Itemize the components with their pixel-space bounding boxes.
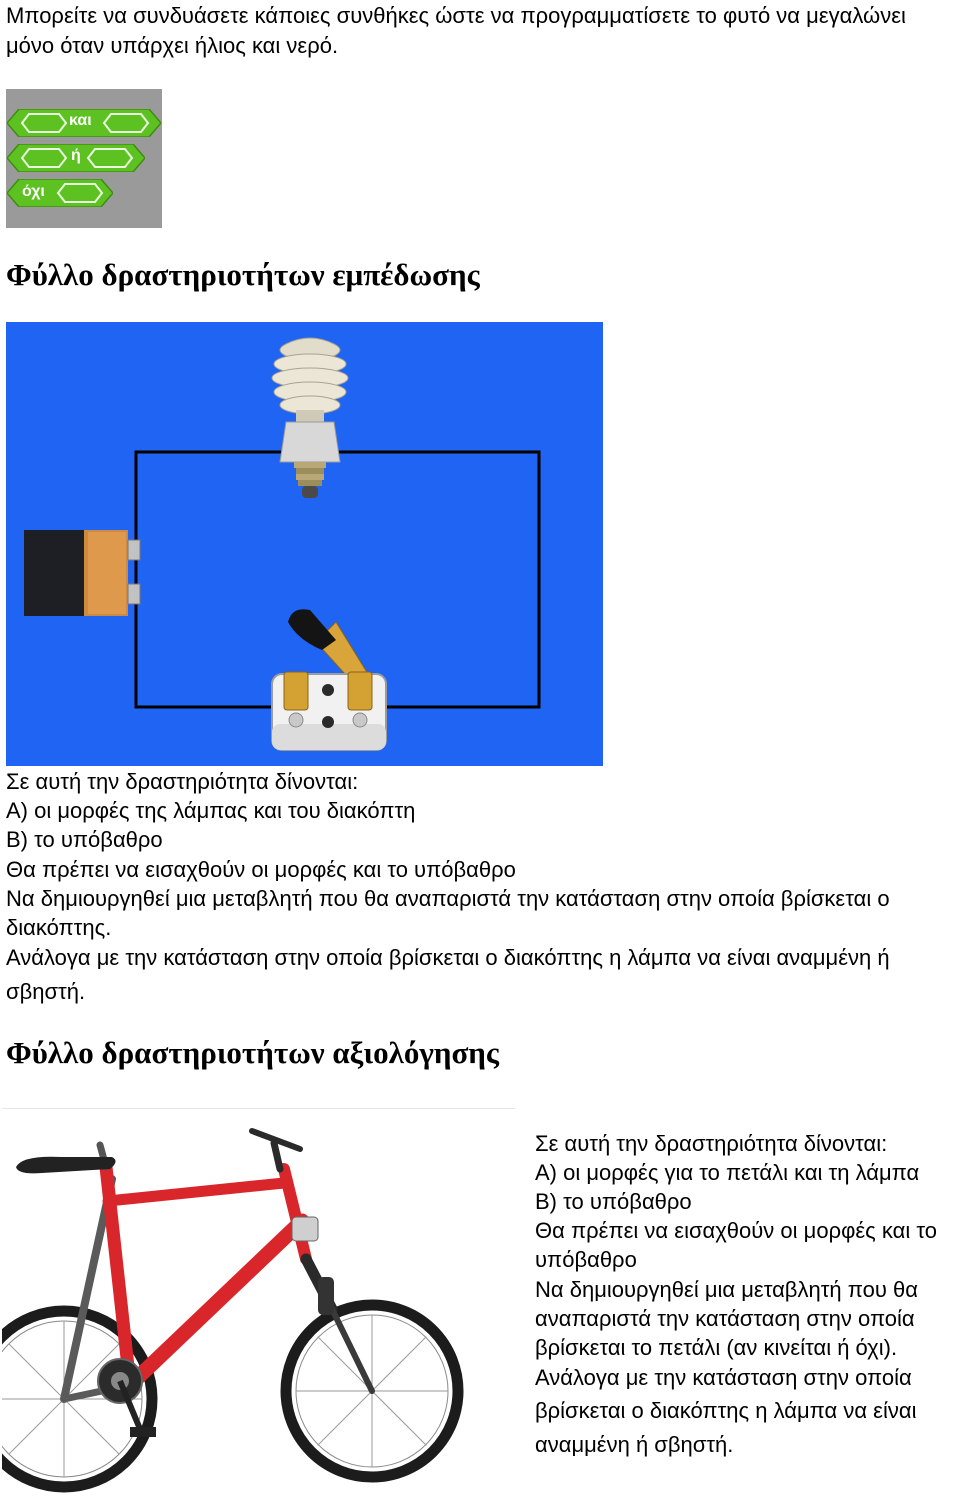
section1-line-6: διακόπτης. bbox=[6, 915, 112, 940]
section1-line-5: Να δημιουργηθεί μια μεταβλητή που θα αναπαριστά την κατάσταση στην οποία βρίσκεται ο bbox=[6, 886, 890, 911]
section1-line-4: Θα πρέπει να εισαχθούν οι μορφές και το υπόβαθρο bbox=[6, 857, 516, 882]
section2-line-5: υπόβαθρο bbox=[535, 1247, 637, 1272]
section2-line-9: Ανάλογα με την κατάσταση στην οποία bbox=[535, 1365, 912, 1390]
not-block bbox=[7, 179, 113, 207]
section2-title: Φύλλο δραστηριοτήτων αξιολόγησης bbox=[6, 1035, 499, 1070]
section2-line-3: Β) το υπόβαθρο bbox=[535, 1189, 692, 1214]
not-block-label: όχι bbox=[22, 183, 45, 200]
section2-line-10: βρίσκεται ο διακόπτης η λάμπα να είναι bbox=[535, 1398, 917, 1423]
section2-line-8: βρίσκεται το πετάλι (αν κινείται ή όχι). bbox=[535, 1335, 898, 1360]
and-block-label: και bbox=[69, 112, 92, 129]
circuit-illustration bbox=[6, 322, 603, 766]
and-block bbox=[7, 109, 161, 137]
section1-line-2: Α) οι μορφές της λάμπας και του διακόπτη bbox=[6, 798, 416, 823]
or-block-label: ή bbox=[71, 147, 81, 164]
intro-line-2: μόνο όταν υπάρχει ήλιος και νερό. bbox=[6, 33, 339, 58]
circuit-wire bbox=[136, 452, 539, 707]
logic-blocks-image bbox=[6, 89, 162, 228]
section2-line-11: αναμμένη ή σβηστή. bbox=[535, 1432, 734, 1457]
section1-line-1: Σε αυτή την δραστηριότητα δίνονται: bbox=[6, 769, 359, 794]
bulb-icon bbox=[272, 338, 348, 498]
section2-line-6: Να δημιουργηθεί μια μεταβλητή που θα bbox=[535, 1277, 918, 1302]
intro-line-1: Μπορείτε να συνδυάσετε κάποιες συνθήκες ώστε να προγραμματίσετε το φυτό να μεγαλώνει bbox=[6, 3, 906, 28]
section2-line-4: Θα πρέπει να εισαχθούν οι μορφές και το bbox=[535, 1218, 937, 1243]
bicycle-illustration bbox=[2, 1108, 515, 1497]
section1-line-8: σβηστή. bbox=[6, 979, 86, 1004]
section2-line-7: αναπαριστά την κατάσταση στην οποία bbox=[535, 1306, 915, 1331]
bike-brand-label: SCHWINN bbox=[140, 1273, 226, 1355]
battery-icon bbox=[24, 530, 140, 616]
section2-line-1: Σε αυτή την δραστηριότητα δίνονται: bbox=[535, 1131, 888, 1156]
switch-icon bbox=[272, 609, 386, 750]
section1-title: Φύλλο δραστηριοτήτων εμπέδωσης bbox=[6, 257, 480, 292]
or-block bbox=[7, 144, 145, 172]
section1-line-3: Β) το υπόβαθρο bbox=[6, 827, 163, 852]
section1-line-7: Ανάλογα με την κατάσταση στην οποία βρίσκεται ο διακόπτης η λάμπα να είναι αναμμένη ή bbox=[6, 945, 890, 970]
section2-line-2: Α) οι μορφές για το πετάλι και τη λάμπα bbox=[535, 1160, 920, 1185]
